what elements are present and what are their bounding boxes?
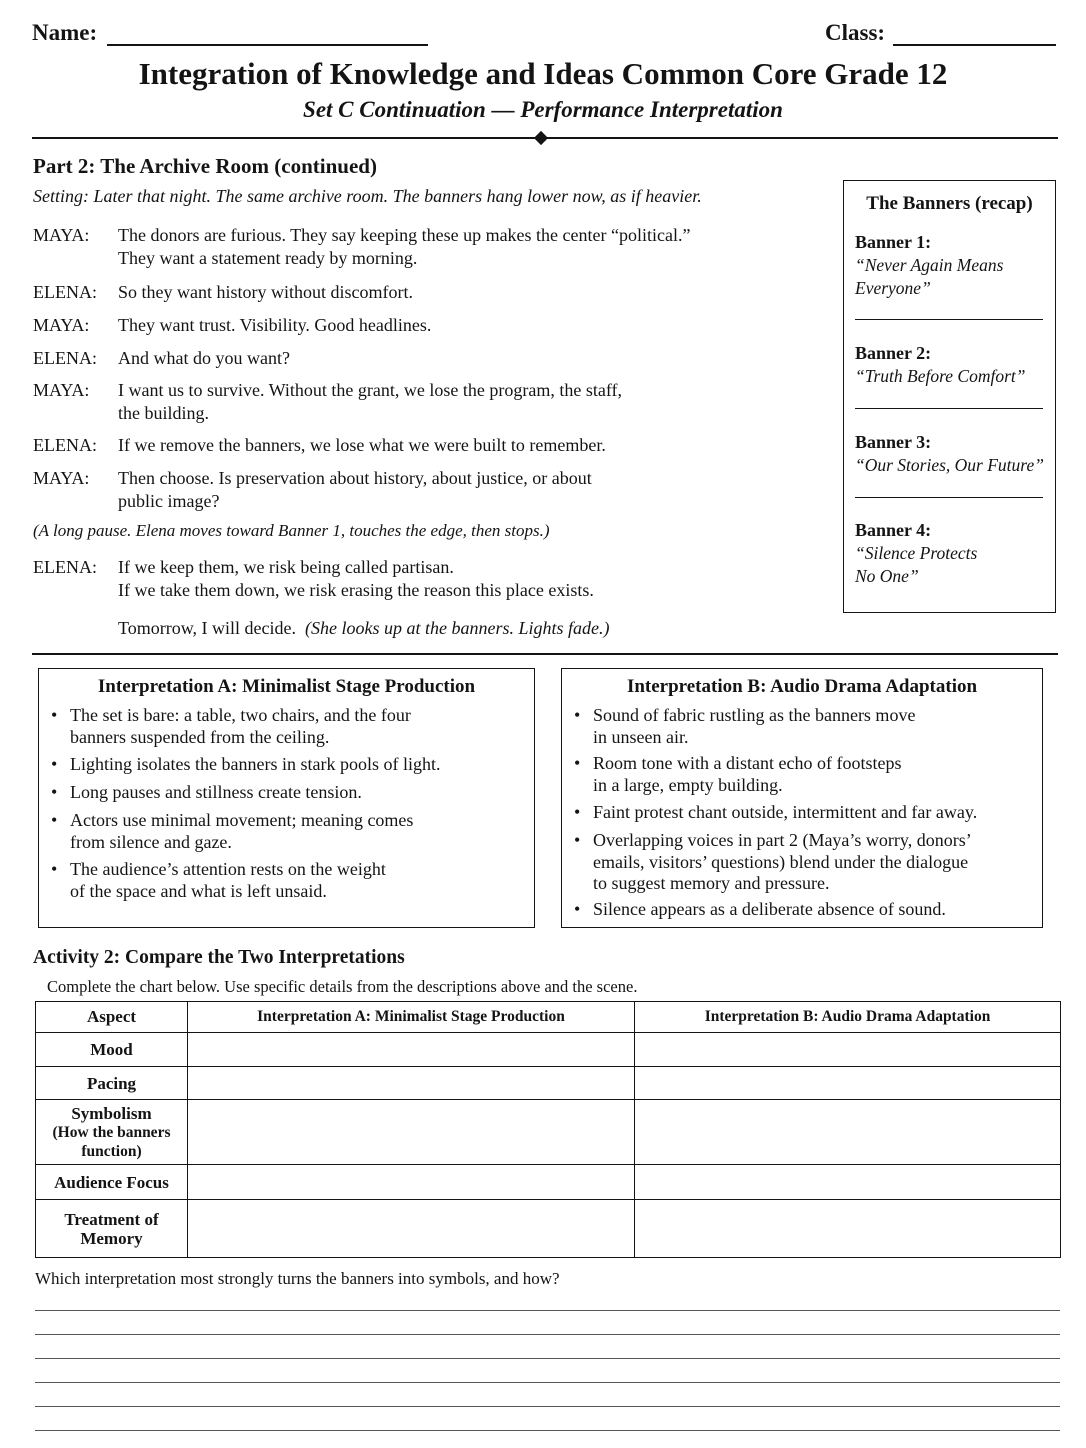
table-row bbox=[36, 1033, 1061, 1067]
dialogue-line bbox=[33, 224, 813, 270]
diamond-ornament bbox=[534, 131, 548, 145]
interpretation-a-box bbox=[38, 668, 535, 928]
bullet-text: in unseen air. bbox=[593, 726, 689, 747]
list-item: • Faint protest chant outside, intermittent and far away. bbox=[574, 802, 978, 822]
page-subtitle: Set C Continuation — Performance Interpretation bbox=[303, 97, 783, 122]
answer-cell-b[interactable] bbox=[635, 1165, 1061, 1200]
bullet-text: Faint protest chant outside, intermittent and far away. bbox=[593, 802, 978, 822]
bullet-text: Silence appears as a deliberate absence of sound. bbox=[593, 899, 946, 919]
speech-text: They want a statement ready by morning. bbox=[118, 248, 418, 268]
closing-stage-direction: (She looks up at the banners. Lights fade.) bbox=[305, 618, 610, 638]
banner-label: Banner 3: bbox=[855, 432, 932, 452]
answer-cell-b[interactable] bbox=[635, 1067, 1061, 1100]
dialogue-line bbox=[33, 556, 813, 602]
answer-line[interactable] bbox=[35, 1406, 1060, 1407]
bullet-text: The audience’s attention rests on the weight bbox=[70, 859, 386, 879]
recap-title: The Banners (recap) bbox=[866, 193, 1033, 214]
name-label: Name: bbox=[32, 20, 98, 45]
bullet-text: Lighting isolates the banners in stark pools of light. bbox=[70, 754, 441, 774]
page-title: Integration of Knowledge and Ideas Common Core Grade 12 bbox=[138, 56, 948, 91]
dialogue-line bbox=[33, 314, 813, 337]
activity-title: Activity 2: Compare the Two Interpretations bbox=[33, 947, 405, 968]
banner-entry bbox=[855, 431, 1050, 477]
speech-text: the building. bbox=[118, 403, 209, 423]
answer-cell-a[interactable] bbox=[188, 1067, 635, 1100]
speaker-label: ELENA: bbox=[33, 348, 97, 368]
speech-text: And what do you want? bbox=[118, 348, 290, 368]
answer-line[interactable] bbox=[35, 1430, 1060, 1431]
dialogue-line bbox=[33, 379, 813, 425]
list-item: • Actors use minimal movement; meaning comes from silence and gaze. bbox=[51, 810, 414, 852]
interpretation-b-box bbox=[561, 668, 1043, 928]
speaker-label: ELENA: bbox=[33, 282, 97, 302]
answer-line[interactable] bbox=[35, 1310, 1060, 1311]
banner-quote: “Silence Protects bbox=[855, 543, 978, 563]
banner-entry bbox=[855, 519, 1050, 588]
answer-line[interactable] bbox=[35, 1334, 1060, 1335]
banner-quote: “Never Again Means bbox=[855, 255, 1004, 275]
class-label: Class: bbox=[825, 20, 886, 45]
stage-direction: (A long pause. Elena moves toward Banner 1, touches the edge, then stops.) bbox=[33, 521, 550, 540]
row-label-text: Symbolism bbox=[71, 1103, 152, 1123]
banner-label: Banner 2: bbox=[855, 343, 932, 363]
bullet-text: Room tone with a distant echo of footsteps bbox=[593, 753, 902, 773]
column-header: Interpretation B: Audio Drama Adaptation bbox=[635, 1002, 1061, 1033]
closing-line bbox=[33, 617, 813, 640]
speaker-label: MAYA: bbox=[33, 468, 90, 488]
speaker-label: MAYA: bbox=[33, 225, 90, 245]
speech-text: If we keep them, we risk being called partisan. bbox=[118, 557, 454, 577]
dialogue-line bbox=[33, 467, 813, 513]
answer-line[interactable] bbox=[35, 1358, 1060, 1359]
bullet-text: in a large, empty building. bbox=[593, 774, 783, 795]
row-label: Treatment of Memory bbox=[36, 1200, 188, 1258]
banner-label: Banner 1: bbox=[855, 232, 932, 252]
speech-text: Tomorrow, I will decide. bbox=[118, 618, 297, 638]
answer-cell-a[interactable] bbox=[188, 1165, 635, 1200]
recap-divider bbox=[855, 408, 1043, 409]
row-label: Audience Focus bbox=[36, 1165, 188, 1200]
section-rule bbox=[32, 653, 1058, 655]
speaker-label: ELENA: bbox=[33, 435, 97, 455]
list-item: • Silence appears as a deliberate absence of sound. bbox=[574, 899, 946, 919]
speaker-label: ELENA: bbox=[33, 557, 97, 577]
speech-text: I want us to survive. Without the grant, we lose the program, the staff, bbox=[118, 380, 622, 400]
class-field[interactable] bbox=[893, 44, 1056, 46]
banner-label: Banner 4: bbox=[855, 520, 932, 540]
answer-cell-b[interactable] bbox=[635, 1200, 1061, 1258]
bullet-text: Long pauses and stillness create tension. bbox=[70, 782, 362, 802]
banner-quote: No One” bbox=[855, 566, 919, 586]
answer-cell-a[interactable] bbox=[188, 1100, 635, 1165]
banner-quote: “Truth Before Comfort” bbox=[855, 366, 1026, 386]
bullet-text: Actors use minimal movement; meaning comes bbox=[70, 810, 414, 830]
bullet-text: of the space and what is left unsaid. bbox=[70, 880, 327, 901]
bullet-text: Overlapping voices in part 2 (Maya’s worry, donors’ bbox=[593, 830, 972, 850]
list-item: • Sound of fabric rustling as the banners move in unseen air. bbox=[574, 705, 916, 747]
banner-entry bbox=[855, 342, 1050, 388]
column-header: Aspect bbox=[36, 1002, 188, 1033]
answer-cell-a[interactable] bbox=[188, 1033, 635, 1067]
speech-text: The donors are furious. They say keeping these up makes the center “political.” bbox=[118, 225, 691, 245]
table-header-row bbox=[36, 1002, 1061, 1033]
speech-text: So they want history without discomfort. bbox=[118, 282, 413, 302]
banner-quote: “Our Stories, Our Future” bbox=[855, 455, 1044, 475]
bullet-text: emails, visitors’ questions) blend under the dialogue bbox=[593, 851, 969, 872]
recap-divider bbox=[855, 319, 1043, 320]
activity-instructions: Complete the chart below. Use specific details from the descriptions above and the scene. bbox=[47, 977, 638, 996]
speaker-label: MAYA: bbox=[33, 380, 90, 400]
table-row bbox=[36, 1165, 1061, 1200]
table-row bbox=[36, 1100, 1061, 1165]
row-label: Mood bbox=[36, 1033, 188, 1067]
column-header: Interpretation A: Minimalist Stage Production bbox=[188, 1002, 635, 1033]
row-label bbox=[36, 1100, 188, 1165]
bullet-text: The set is bare: a table, two chairs, and the four bbox=[70, 705, 411, 725]
list-item: • Long pauses and stillness create tension. bbox=[51, 782, 362, 802]
answer-cell-b[interactable] bbox=[635, 1033, 1061, 1067]
row-label-note: (How the banners function) bbox=[52, 1123, 171, 1160]
bullet-text: banners suspended from the ceiling. bbox=[70, 726, 330, 747]
question-text: Which interpretation most strongly turns the banners into symbols, and how? bbox=[35, 1269, 560, 1288]
banner-quote: Everyone” bbox=[855, 278, 931, 298]
banners-recap-box bbox=[843, 180, 1056, 613]
speech-text: They want trust. Visibility. Good headlines. bbox=[118, 315, 432, 335]
list-item: • Overlapping voices in part 2 (Maya’s worry, donors’ emails, visitors’ questions) blend under the dialogue to suggest memory and pressure. bbox=[574, 830, 972, 893]
table-row bbox=[36, 1067, 1061, 1100]
dialogue-line bbox=[33, 347, 813, 370]
speech-text: Then choose. Is preservation about history, about justice, or about bbox=[118, 468, 592, 488]
comparison-chart bbox=[35, 1001, 1061, 1258]
list-item: • The set is bare: a table, two chairs, and the four banners suspended from the ceiling. bbox=[51, 705, 411, 747]
banner-entry bbox=[855, 231, 1050, 300]
speaker-label: MAYA: bbox=[33, 315, 90, 335]
bullet-text: to suggest memory and pressure. bbox=[593, 873, 830, 893]
dialogue-line bbox=[33, 434, 813, 457]
speech-text: If we take them down, we risk erasing the reason this place exists. bbox=[118, 580, 594, 600]
speech-text: public image? bbox=[118, 491, 220, 511]
interpretation-b-title: Interpretation B: Audio Drama Adaptation bbox=[626, 676, 978, 697]
interpretation-a-title: Interpretation A: Minimalist Stage Production bbox=[97, 676, 476, 697]
dialogue-line bbox=[33, 281, 813, 304]
list-item: • The audience’s attention rests on the weight of the space and what is left unsaid. bbox=[51, 859, 386, 901]
name-field[interactable] bbox=[107, 44, 428, 46]
bullet-text: from silence and gaze. bbox=[70, 831, 232, 852]
setting-line: Setting: Later that night. The same archive room. The banners hang lower now, as if heavier. bbox=[33, 186, 702, 206]
answer-cell-a[interactable] bbox=[188, 1200, 635, 1258]
answer-line[interactable] bbox=[35, 1382, 1060, 1383]
speech-text: If we remove the banners, we lose what we were built to remember. bbox=[118, 435, 606, 455]
section-title: Part 2: The Archive Room (continued) bbox=[33, 154, 377, 178]
answer-cell-b[interactable] bbox=[635, 1100, 1061, 1165]
row-label: Pacing bbox=[36, 1067, 188, 1100]
recap-divider bbox=[855, 497, 1043, 498]
list-item: • Lighting isolates the banners in stark pools of light. bbox=[51, 754, 441, 774]
table-row bbox=[36, 1200, 1061, 1258]
list-item: • Room tone with a distant echo of footsteps in a large, empty building. bbox=[574, 753, 902, 795]
bullet-text: Sound of fabric rustling as the banners move bbox=[593, 705, 916, 725]
